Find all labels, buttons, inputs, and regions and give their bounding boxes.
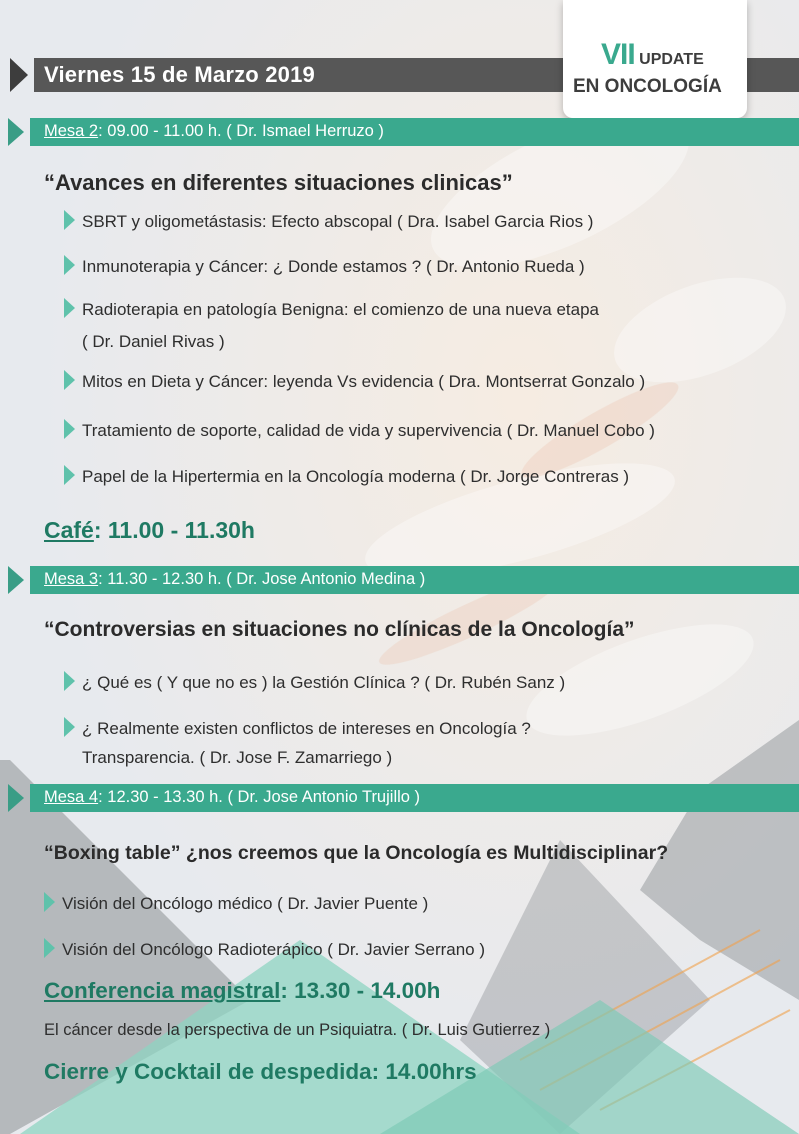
bullet-triangle-icon [64,419,75,439]
session-label: Mesa 4 [44,788,99,806]
closing-cocktail: Cierre y Cocktail de despedida: 14.00hrs [44,1059,477,1084]
mesa-4-title: “Boxing table” ¿nos creemos que la Oncología es Multidisciplinar? [44,842,669,864]
session-arrow [8,566,24,594]
list-item: ¿ Realmente existen conflictos de intereses en Oncología ? [64,717,531,739]
session-label: Mesa 3 [44,570,99,588]
keynote-label: Conferencia magistral [44,978,281,1003]
list-item: SBRT y oligometástasis: Efecto abscopal ( Dra. Isabel Garcia Rios ) [64,210,593,232]
list-item: Visión del Oncólogo médico ( Dr. Javier Puente ) [44,892,428,914]
day-title: Viernes 15 de Marzo 2019 [44,62,315,87]
bullet-triangle-icon [64,370,75,390]
session-heading [44,570,425,589]
session-bar-mesa-2 [8,118,799,146]
bullet-triangle-icon [64,255,75,275]
coffee-label: Café [44,517,94,543]
logo-roman-numeral: VII [601,38,635,71]
bullet-triangle-icon [64,210,75,230]
session-bar-mesa-3 [8,566,799,594]
session-time: : 11.30 - 12.30 h. ( Dr. Jose Antonio Medina ) [98,570,426,588]
bullet-triangle-icon [44,938,55,958]
list-item: Inmunoterapia y Cáncer: ¿ Donde estamos ? ( Dr. Antonio Rueda ) [64,255,585,277]
list-item: Visión del Oncólogo Radioterápico ( Dr. Javier Serrano ) [44,938,485,960]
keynote-description: El cáncer desde la perspectiva de un Psiquiatra. ( Dr. Luis Gutierrez ) [44,1021,551,1039]
keynote-time: : 13.30 - 14.00h [280,978,441,1003]
logo-update-text: UPDATE [639,51,704,68]
list-item: Radioterapia en patología Benigna: el comienzo de una nueva etapa [64,298,599,320]
event-logo [563,0,747,118]
logo-line-2: EN ONCOLOGÍA [573,76,722,97]
bullet-triangle-icon [64,671,75,691]
list-item-continuation: ( Dr. Daniel Rivas ) [82,332,225,351]
session-arrow [8,118,24,146]
session-arrow [8,784,24,812]
session-label: Mesa 2 [44,122,99,140]
bullet-triangle-icon [64,298,75,318]
session-time: : 09.00 - 11.00 h. ( Dr. Ismael Herruzo ) [98,122,384,140]
keynote-heading [44,978,440,1004]
list-item-continuation: Transparencia. ( Dr. Jose F. Zamarriego ) [82,748,393,767]
session-bar-mesa-4 [8,784,799,812]
day-bar-arrow [10,58,28,92]
bullet-triangle-icon [64,465,75,485]
session-time: : 12.30 - 13.30 h. ( Dr. Jose Antonio Trujillo ) [98,788,421,806]
coffee-time: : 11.00 - 11.30h [93,517,255,543]
logo-line-1 [601,38,704,72]
list-item: Tratamiento de soporte, calidad de vida y supervivencia ( Dr. Manuel Cobo ) [64,419,655,441]
list-item: ¿ Qué es ( Y que no es ) la Gestión Clínica ? ( Dr. Rubén Sanz ) [64,671,565,693]
coffee-break [44,517,255,544]
bullet-triangle-icon [44,892,55,912]
mesa-2-title: “Avances en diferentes situaciones clinicas” [44,170,513,195]
session-heading [44,122,384,141]
bullet-triangle-icon [64,717,75,737]
list-item: Papel de la Hipertermia en la Oncología moderna ( Dr. Jorge Contreras ) [64,465,629,487]
mesa-3-title: “Controversias en situaciones no clínicas de la Oncología” [44,618,635,641]
session-heading [44,788,420,807]
list-item: Mitos en Dieta y Cáncer: leyenda Vs evidencia ( Dra. Montserrat Gonzalo ) [64,370,645,392]
